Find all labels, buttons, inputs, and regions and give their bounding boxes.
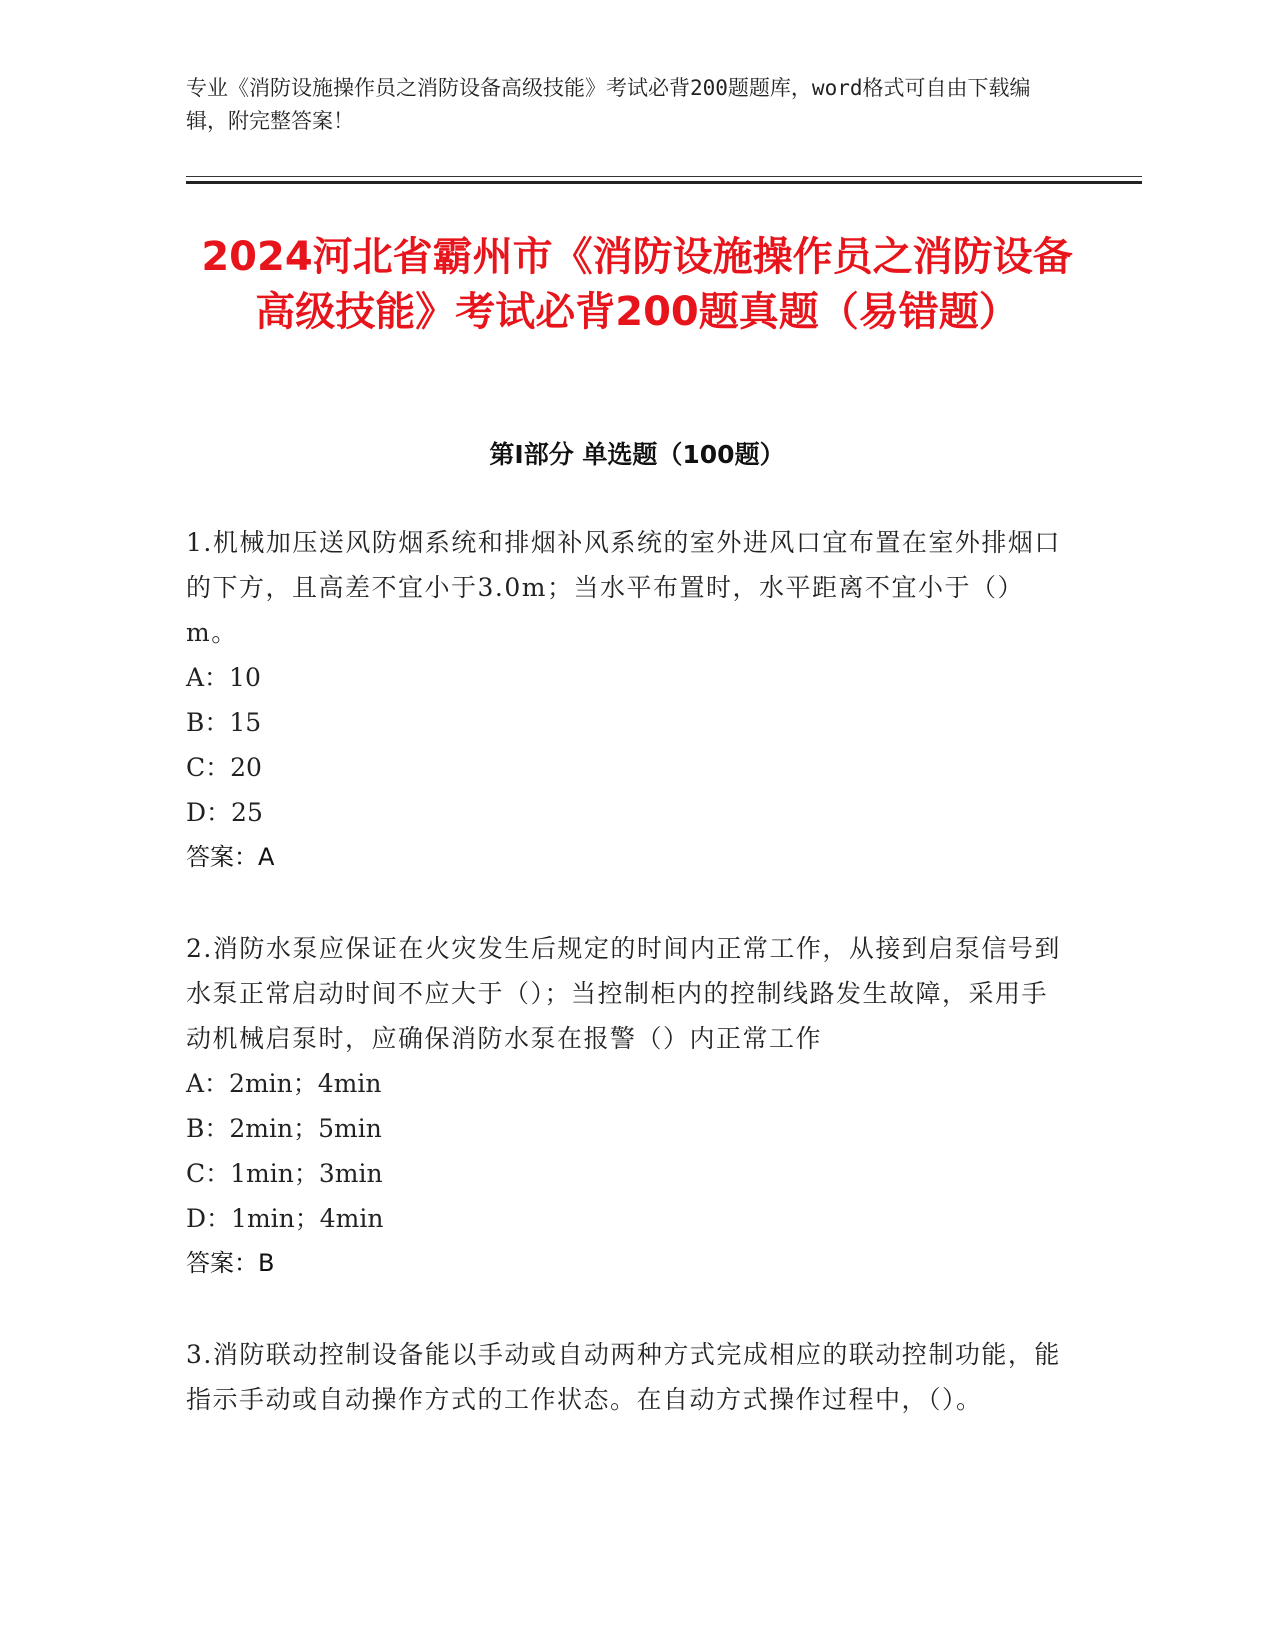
option-d: D：1min；4min (186, 1204, 384, 1233)
question-stem: 1.机械加压送风防烟系统和排烟补风系统的室外进风口宜布置在室外排烟口的下方，且高差不宜小于3.0m；当水平布置时，水平距离不宜小于（）m。 (186, 528, 1061, 647)
option-a: A：2min；4min (186, 1069, 382, 1098)
option-d: D：25 (186, 798, 263, 827)
document-title: 2024河北省霸州市《消防设施操作员之消防设备高级技能》考试必背200题真题（易错题） (201, 234, 1073, 335)
option-c: C：20 (186, 753, 262, 782)
question-3 (186, 1332, 1066, 1422)
answer-line: 答案：A (186, 843, 275, 871)
answer-line: 答案：B (186, 1249, 275, 1277)
header-divider-thin (186, 176, 1142, 177)
header-note: 专业《消防设施操作员之消防设备高级技能》考试必背200题题库，word格式可自由下载编辑，附完整答案！ (186, 76, 1031, 133)
option-a: A：10 (186, 663, 261, 692)
question-stem: 2.消防水泵应保证在火灾发生后规定的时间内正常工作，从接到启泵信号到水泵正常启动时间不应大于（）；当控制柜内的控制线路发生故障，采用手动机械启泵时，应确保消防水泵在报警（）内正常工作 (186, 934, 1061, 1053)
option-c: C：1min；3min (186, 1159, 383, 1188)
header-divider-thick (186, 181, 1142, 184)
option-b: B：2min；5min (186, 1114, 382, 1143)
question-1 (186, 520, 1066, 880)
question-stem: 3.消防联动控制设备能以手动或自动两种方式完成相应的联动控制功能，能指示手动或自动操作方式的工作状态。在自动方式操作过程中，（）。 (186, 1340, 1061, 1414)
section-heading: 第I部分 单选题（100题） (489, 440, 785, 469)
question-2 (186, 926, 1066, 1286)
option-b: B：15 (186, 708, 262, 737)
